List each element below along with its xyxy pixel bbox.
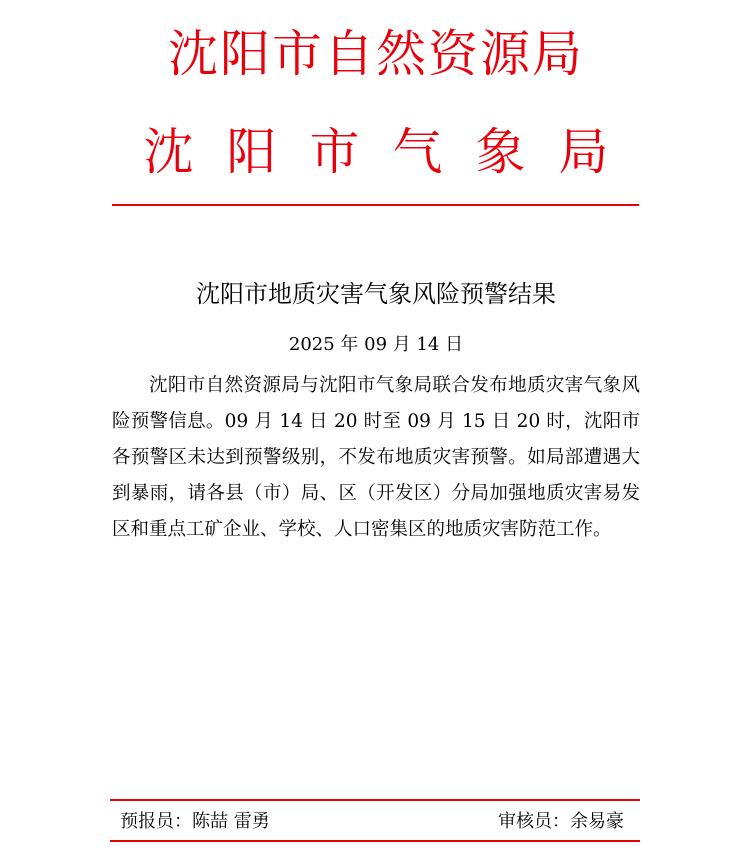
reviewer-signature: 审核员：余易豪 bbox=[498, 811, 624, 832]
footer-top-divider bbox=[110, 799, 640, 801]
document-title: 沈阳市地质灾害气象风险预警结果 bbox=[196, 280, 556, 308]
header-divider bbox=[112, 204, 639, 206]
footer-bottom-divider bbox=[110, 840, 640, 842]
document-date: 2025 年 09 月 14 日 bbox=[288, 334, 464, 355]
document-body: 沈阳市自然资源局与沈阳市气象局联合发布地质灾害气象风险预警信息。09 月 14 日 20 时至 09 月 15 日 20 时，沈阳市各预警区未达到预警级别，不发布地质灾害预警。如局部遭遇大到暴雨，请各县（市）局、区（开发区）分局加强地质灾害易发区和重点工矿企业、学校、人口密集区的地质灾害防范工作。 bbox=[112, 375, 640, 540]
forecaster-signature: 预报员：陈喆 雷勇 bbox=[120, 811, 270, 832]
issuer-org-natural-resources: 沈阳市自然资源局 bbox=[168, 25, 584, 83]
issuer-org-meteorology: 沈阳市气象局 bbox=[143, 123, 642, 181]
